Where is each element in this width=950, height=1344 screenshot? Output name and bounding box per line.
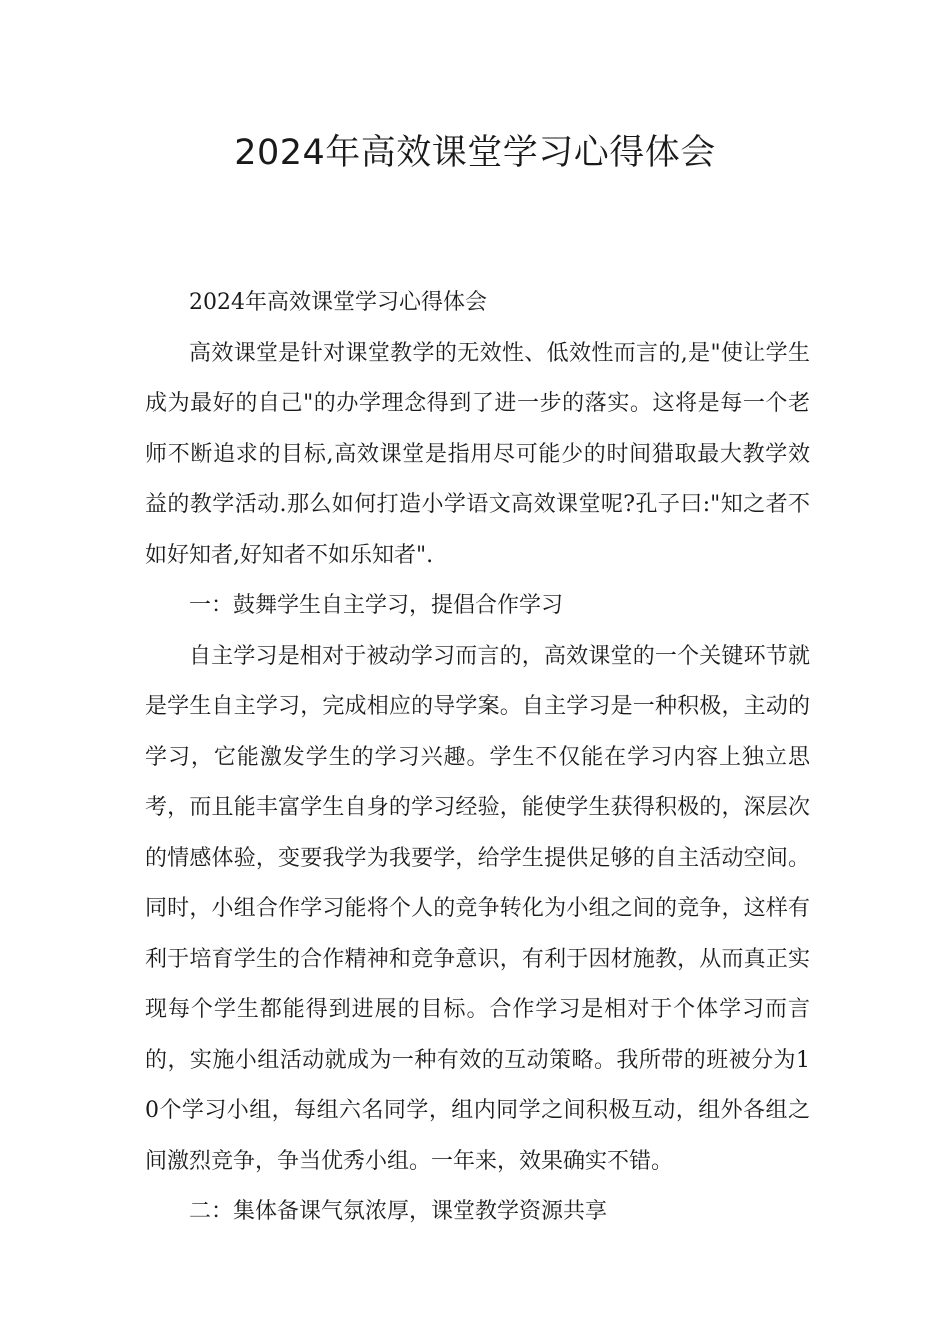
section-heading-2: 二：集体备课气氛浓厚，课堂教学资源共享	[189, 1199, 608, 1224]
section-heading-1: 一：鼓舞学生自主学习，提倡合作学习	[189, 593, 564, 618]
section-1-paragraph: 自主学习是相对于被动学习而言的，高效课堂的一个关键环节就是学生自主学习，完成相应的导学案。自主学习是一种积极，主动的学习，它能激发学生的学习兴趣。学生不仅能在学习内容上独立思考，而且能丰富学生自身的学习经验，能使学生获得积极的，深层次的情感体验，变要我学为我要学，给学生提供足够的自主活动空间。同时，小组合作学习能将个人的竞争转化为小组之间的竞争，这样有利于培育学生的合作精神和竞争意识，有利于因材施教，从而真正实现每个学生都能得到进展的目标。合作学习是相对于个体学习而言的，实施小组活动就成为一种有效的互动策略。我所带的班被分为10个学习小组，每组六名同学，组内同学之间积极互动，组外各组之间激烈竞争，争当优秀小组。一年来，效果确实不错。	[145, 643, 810, 1174]
subtitle-paragraph: 2024年高效课堂学习心得体会	[189, 290, 487, 315]
intro-paragraph: 高效课堂是针对课堂教学的无效性、低效性而言的,是"使让学生成为最好的自己"的办学理念得到了进一步的落实。这将是每一个老师不断追求的目标,高效课堂是指用尽可能少的时间猎取最大教学效益的教学活动.那么如何打造小学语文高效课堂呢?孔子曰:"知之者不如好知者,好知者不如乐知者".	[145, 340, 810, 568]
document-title: 2024年高效课堂学习心得体会	[234, 133, 716, 173]
document-body	[145, 278, 810, 1238]
